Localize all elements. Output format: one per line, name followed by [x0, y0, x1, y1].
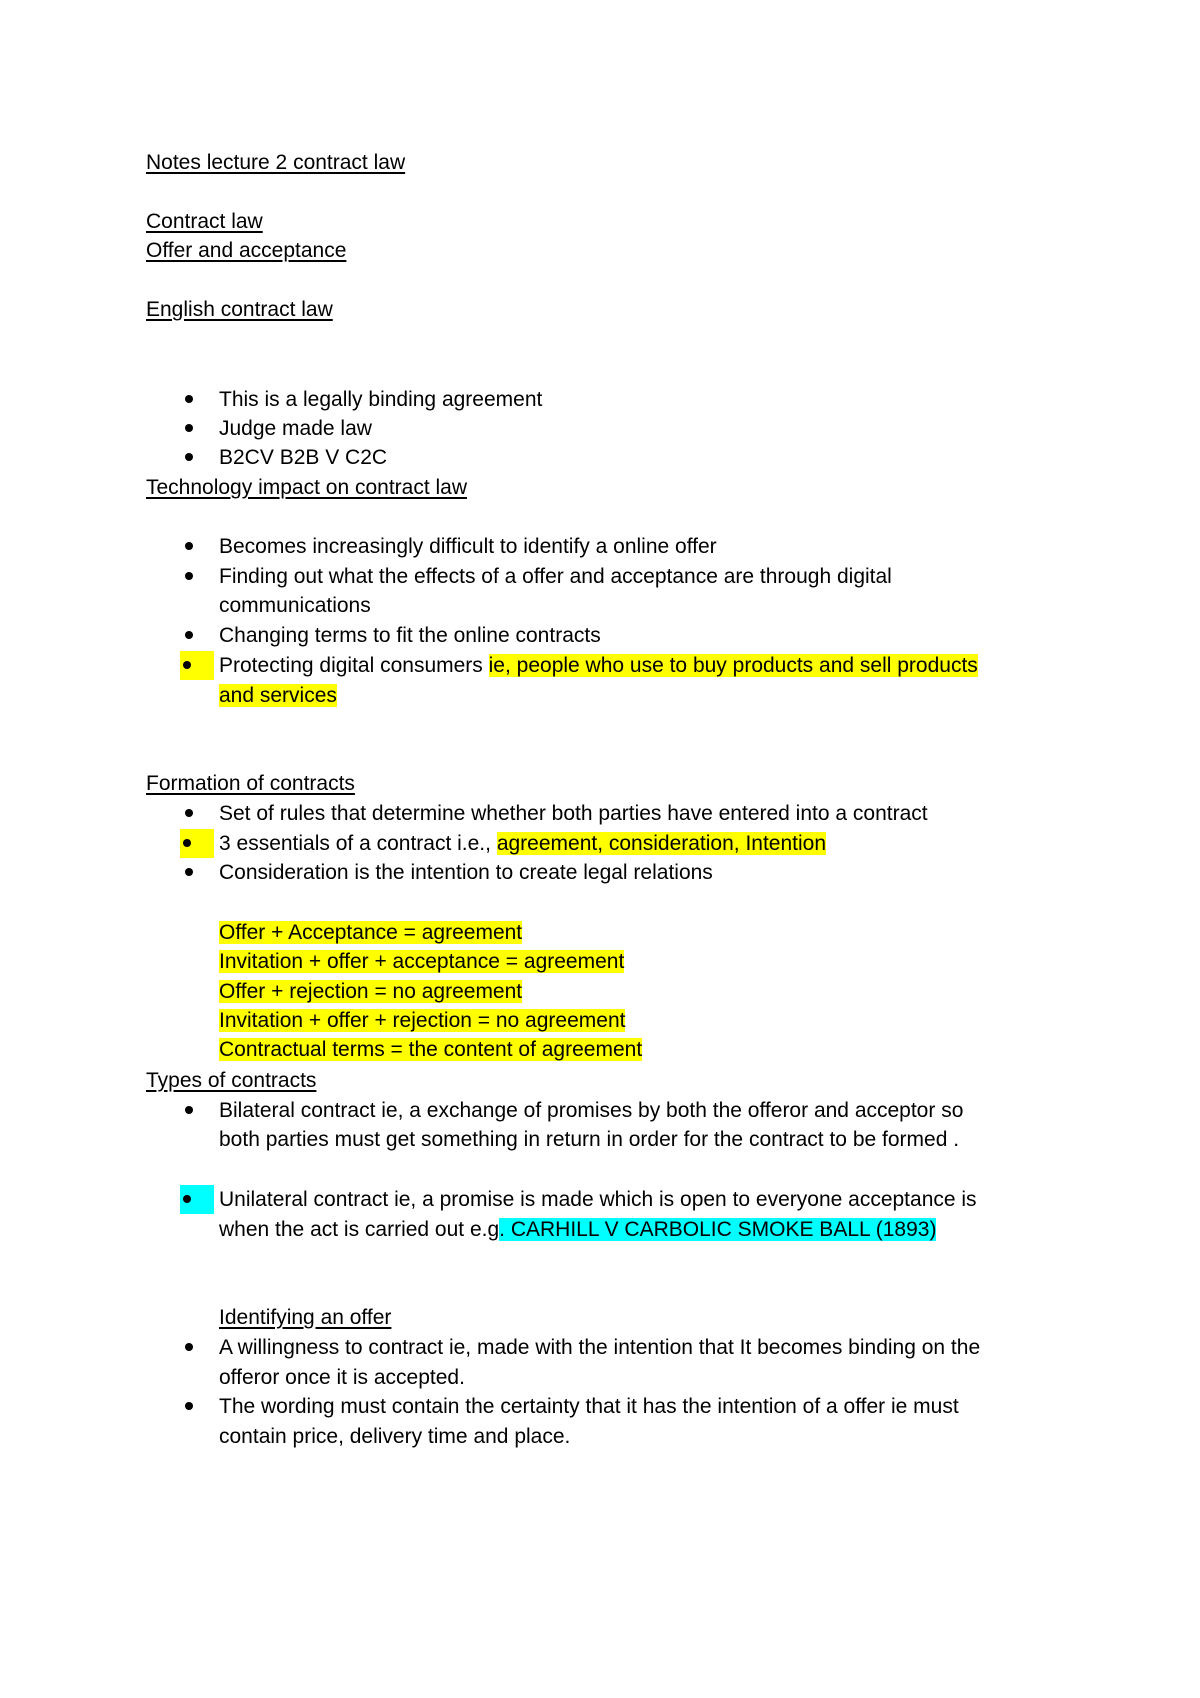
list-item: Consideration is the intention to create legal relations	[219, 861, 713, 884]
list-item-continuation: offeror once it is accepted.	[219, 1366, 465, 1389]
bullet-dot	[182, 1333, 206, 1362]
list-item: Set of rules that determine whether both parties have entered into a contract	[219, 802, 928, 825]
heading-contract-law: Contract law	[146, 210, 263, 233]
list-item-continuation	[219, 681, 337, 710]
bullet-dot-highlighted	[180, 1185, 214, 1214]
equation-line	[219, 1006, 625, 1035]
list-item: The wording must contain the certainty that it has the intention of a offer ie must	[219, 1395, 959, 1418]
list-item: A willingness to contract ie, made with the intention that It becomes binding on the	[219, 1336, 981, 1359]
heading-types: Types of contracts	[146, 1069, 317, 1092]
list-item	[219, 651, 978, 680]
bullet-dot	[182, 532, 206, 561]
highlighted-text: and services	[219, 684, 337, 707]
highlighted-case-citation: . CARHILL V CARBOLIC SMOKE BALL (1893)	[499, 1218, 937, 1241]
heading-offer-acceptance: Offer and acceptance	[146, 239, 347, 262]
highlighted-text: Invitation + offer + rejection = no agreement	[219, 1009, 626, 1032]
list-item	[219, 829, 826, 858]
bullet-dot	[182, 443, 206, 472]
equation-line	[219, 918, 522, 947]
highlighted-text: Offer + Acceptance = agreement	[219, 921, 523, 944]
page-title: Notes lecture 2 contract law	[146, 151, 406, 174]
heading-identifying-offer: Identifying an offer	[219, 1306, 392, 1329]
bullet-dot	[182, 1096, 206, 1125]
highlighted-text: Invitation + offer + acceptance = agreement	[219, 950, 625, 973]
list-item-continuation	[219, 1215, 936, 1244]
list-item: Changing terms to fit the online contracts	[219, 624, 601, 647]
heading-english-contract-law: English contract law	[146, 298, 333, 321]
heading-formation: Formation of contracts	[146, 772, 355, 795]
bullet-dot	[182, 1392, 206, 1421]
equation-line	[219, 947, 624, 976]
plain-text: when the act is carried out e.g	[219, 1218, 500, 1241]
list-item-continuation: communications	[219, 594, 371, 617]
list-item: This is a legally binding agreement	[219, 388, 543, 411]
highlighted-text: agreement, consideration, Intention	[496, 832, 827, 855]
list-item: Finding out what the effects of a offer and acceptance are through digital	[219, 565, 892, 588]
list-item: B2CV B2B V C2C	[219, 446, 388, 469]
list-item: Bilateral contract ie, a exchange of promises by both the offeror and acceptor so	[219, 1099, 964, 1122]
bullet-dot-highlighted	[180, 651, 214, 680]
list-item: Judge made law	[219, 417, 372, 440]
list-item-continuation: contain price, delivery time and place.	[219, 1425, 571, 1448]
bullet-dot-highlighted	[180, 829, 214, 858]
equation-line	[219, 977, 522, 1006]
bullet-dot	[182, 562, 206, 591]
list-item-continuation: both parties must get something in return in order for the contract to be formed .	[219, 1128, 960, 1151]
heading-technology-impact: Technology impact on contract law	[146, 476, 467, 499]
plain-text: Protecting digital consumers	[219, 654, 489, 677]
bullet-dot	[182, 858, 206, 887]
list-item: Unilateral contract ie, a promise is made which is open to everyone acceptance is	[219, 1188, 977, 1211]
bullet-dot	[182, 414, 206, 443]
highlighted-text: Offer + rejection = no agreement	[219, 980, 523, 1003]
highlighted-text: Contractual terms = the content of agreement	[219, 1038, 643, 1061]
highlighted-text: ie, people who use to buy products and sell products	[488, 654, 978, 677]
list-item: Becomes increasingly difficult to identify a online offer	[219, 535, 717, 558]
bullet-dot	[182, 385, 206, 414]
equation-line	[219, 1035, 642, 1064]
plain-text: 3 essentials of a contract i.e.,	[219, 832, 497, 855]
bullet-dot	[182, 799, 206, 828]
bullet-dot	[182, 621, 206, 650]
